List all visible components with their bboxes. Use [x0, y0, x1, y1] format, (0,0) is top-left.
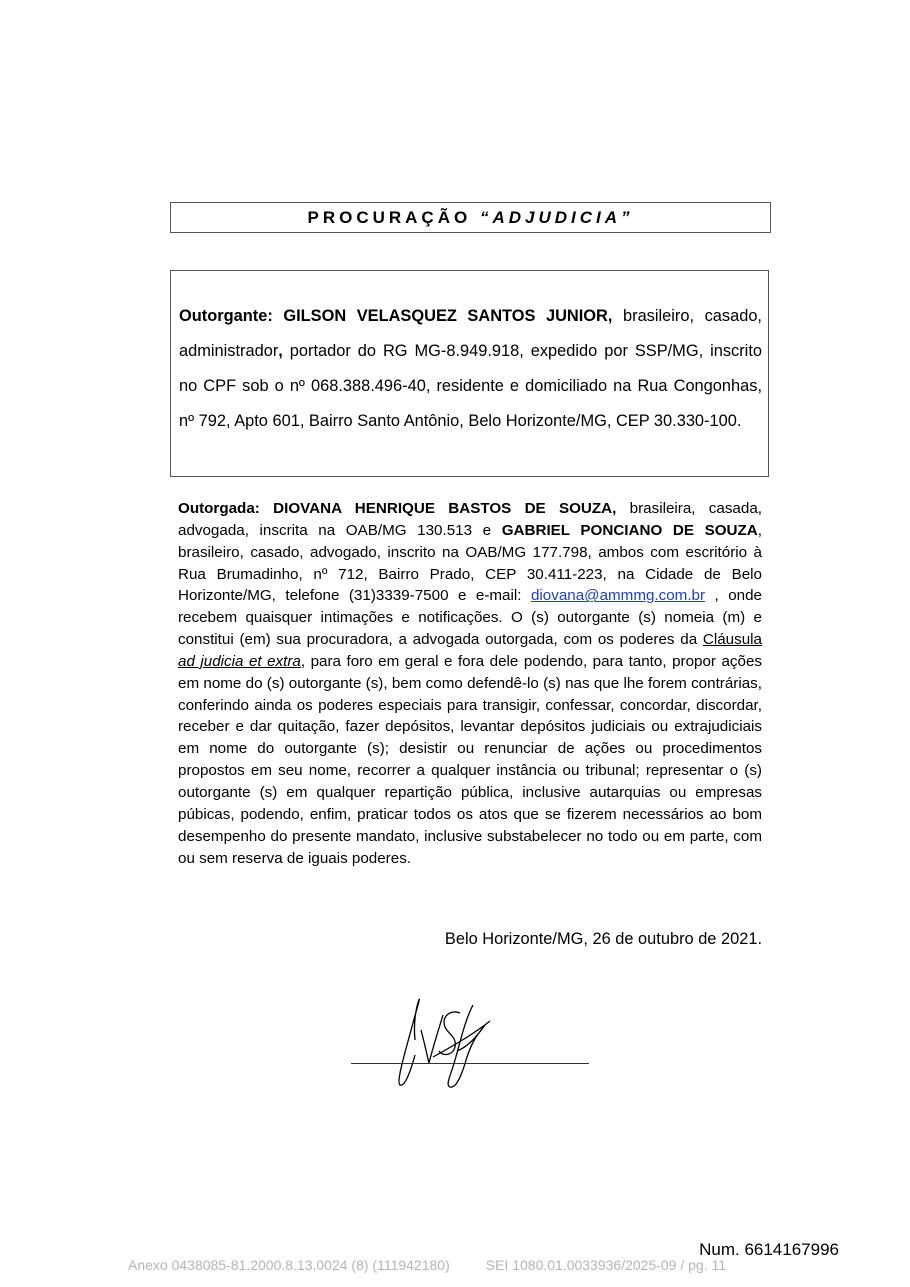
grantee-text-4: , para foro em geral e fora dele podendo, para tanto, propor ações em nome do (s) outorgante (s), bem como defendê-lo (s) nas que lhe forem contrárias, conferindo ainda os poderes especiais para transigir, confessar, concordar, discordar, receber e dar quitação, fazer depósitos, levantar depósitos judiciais ou extrajudiciais em nome do outorgante (s); desistir ou renunciar de ações ou procedimentos propostos em seu nome, recorrer a qualquer instância ou tribunal; representar o (s) outorgante (s) em qualquer repartição pública, inclusive autarquias ou empresas púbicas, podendo, enfim, praticar todos os atos que se fizerem necessários ao bom desempenho do presente mandato, inclusive substabelecer no todo ou em parte, com ou sem reserva de iguais poderes.	[178, 652, 762, 867]
grantee-name-2: GABRIEL PONCIANO DE SOUZA	[501, 521, 758, 539]
document-title-box	[170, 202, 771, 233]
footer-sei: SEI 1080.01.0033936/2025-09 / pg. 11	[485, 1257, 727, 1273]
grantor-label: Outorgante:	[179, 307, 273, 325]
grantor-text-2: portador do RG MG-8.949.918, expedido por SSP/MG, inscrito no CPF sob o nº 068.388.496-40, residente e domiciliado na Rua Congonhas, nº 792, Apto 601, Bairro Santo Antônio, Belo Horizonte/MG, CEP 30.330-100.	[179, 342, 762, 430]
grantee-text-1: brasileira, casada, advogada, inscrita na OAB/MG 130.513 e	[178, 500, 762, 539]
grantee-text-3: , onde recebem quaisquer intimações e notificações. O (s) outorgante (s) nomeia (m) e constitui (em) sua procuradora, a advogada outorgada, com os poderes da	[178, 587, 763, 649]
grantor-name: GILSON VELASQUEZ SANTOS JUNIOR,	[283, 307, 613, 325]
grantor-comma: ,	[278, 342, 283, 360]
document-date: Belo Horizonte/MG, 26 de outubro de 2021.	[444, 930, 762, 948]
document-number: Num. 6614167996	[699, 1240, 839, 1259]
grantor-box	[170, 270, 769, 477]
title-main: PROCURAÇÃO	[307, 208, 472, 227]
signature-line	[351, 1063, 589, 1064]
grantor-paragraph	[179, 299, 762, 439]
footer-stamp	[128, 1257, 762, 1273]
grantee-paragraph	[178, 498, 762, 869]
clause-word: Cláusula	[702, 631, 762, 649]
grantee-label: Outorgada:	[178, 500, 260, 517]
document-title	[307, 208, 633, 228]
footer-annex: Anexo 0438085-81.2000.8.13.0024 (8) (111942180)	[128, 1257, 450, 1273]
title-italic: “ADJUDICIA”	[479, 208, 634, 227]
grantee-text-2: , brasileiro, casado, advogado, inscrito na OAB/MG 177.798, ambos com escritório à Rua Brumadinho, nº 712, Bairro Prado, CEP 30.411-223, na Cidade de Belo Horizonte/MG, telefone (31)3339-7500 e e-mail:	[178, 521, 762, 605]
email-link[interactable]: diovana@ammmg.com.br	[530, 587, 706, 605]
signature-image	[345, 985, 595, 1095]
grantor-text-1: brasileiro, casado, administrador	[179, 307, 762, 360]
clause-italic: ad judicia et extra	[178, 652, 301, 670]
grantee-name-1: DIOVANA HENRIQUE BASTOS DE SOUZA,	[273, 500, 617, 517]
